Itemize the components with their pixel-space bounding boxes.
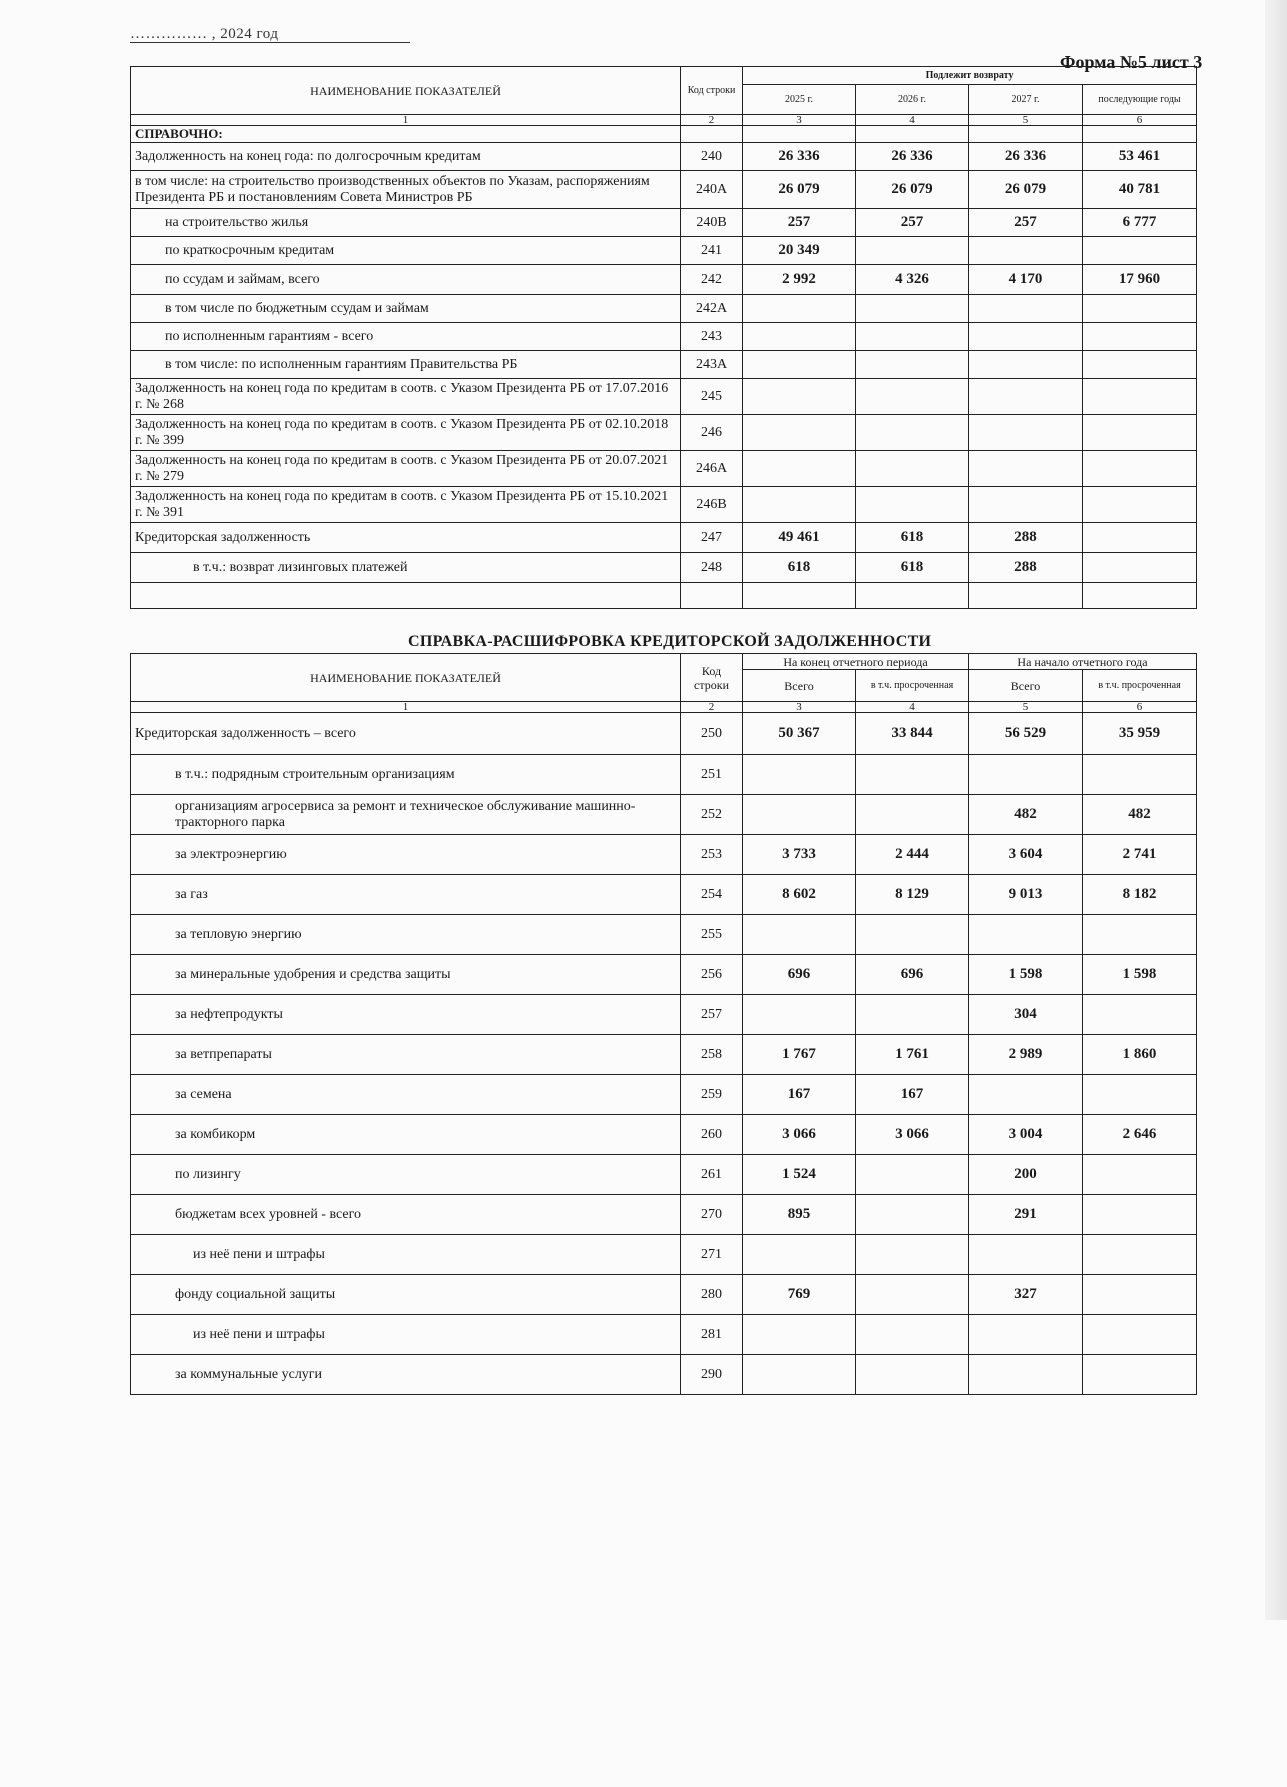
row-name: бюджетам всех уровней - всего bbox=[131, 1195, 681, 1235]
table-row bbox=[131, 1315, 1197, 1355]
row-value: 33 844 bbox=[856, 713, 969, 755]
row-value bbox=[1083, 487, 1197, 523]
row-value: 3 604 bbox=[969, 835, 1083, 875]
row-value bbox=[1083, 451, 1197, 487]
section-label: СПРАВОЧНО: bbox=[131, 126, 681, 143]
table-row bbox=[131, 835, 1197, 875]
row-name: в том числе по бюджетным ссудам и займам bbox=[131, 295, 681, 323]
row-value: 167 bbox=[856, 1075, 969, 1115]
blank-row bbox=[131, 583, 1197, 609]
table-row bbox=[131, 755, 1197, 795]
col-group-end-period: На конец отчетного периода bbox=[743, 654, 969, 670]
col-index: 3 bbox=[743, 115, 856, 126]
row-code: 253 bbox=[681, 835, 743, 875]
col-index: 1 bbox=[131, 115, 681, 126]
row-code: 251 bbox=[681, 755, 743, 795]
col-index: 5 bbox=[969, 702, 1083, 713]
row-value bbox=[856, 487, 969, 523]
row-code: 242А bbox=[681, 295, 743, 323]
row-value bbox=[856, 1315, 969, 1355]
row-name: Задолженность на конец года по кредитам в соотв. с Указом Президента РБ от 15.10.2021 г. № 391 bbox=[131, 487, 681, 523]
row-value: 257 bbox=[969, 209, 1083, 237]
table-row bbox=[131, 351, 1197, 379]
row-value: 26 079 bbox=[743, 171, 856, 209]
row-value bbox=[856, 1355, 969, 1395]
col-overdue-start: в т.ч. просроченная bbox=[1083, 670, 1197, 702]
row-value bbox=[743, 1315, 856, 1355]
row-code: 240В bbox=[681, 209, 743, 237]
row-value: 288 bbox=[969, 523, 1083, 553]
row-value: 50 367 bbox=[743, 713, 856, 755]
col-index: 1 bbox=[131, 702, 681, 713]
row-code: 290 bbox=[681, 1355, 743, 1395]
row-value: 482 bbox=[969, 795, 1083, 835]
row-code: 256 bbox=[681, 955, 743, 995]
row-code: 259 bbox=[681, 1075, 743, 1115]
table-row bbox=[131, 379, 1197, 415]
col-name-header: НАИМЕНОВАНИЕ ПОКАЗАТЕЛЕЙ bbox=[131, 67, 681, 115]
row-code: 242 bbox=[681, 265, 743, 295]
col-index: 4 bbox=[856, 115, 969, 126]
row-value: 327 bbox=[969, 1275, 1083, 1315]
table-row bbox=[131, 295, 1197, 323]
row-code: 243 bbox=[681, 323, 743, 351]
row-code: 240 bbox=[681, 143, 743, 171]
row-value bbox=[743, 915, 856, 955]
table-row bbox=[131, 1275, 1197, 1315]
row-code: 257 bbox=[681, 995, 743, 1035]
row-value bbox=[969, 755, 1083, 795]
row-value bbox=[1083, 1075, 1197, 1115]
row-code: 240А bbox=[681, 171, 743, 209]
row-value: 6 777 bbox=[1083, 209, 1197, 237]
row-value: 1 524 bbox=[743, 1155, 856, 1195]
row-code: 241 bbox=[681, 237, 743, 265]
row-value bbox=[1083, 915, 1197, 955]
row-name: по лизингу bbox=[131, 1155, 681, 1195]
header-underline bbox=[130, 42, 410, 43]
table-row bbox=[131, 875, 1197, 915]
row-value bbox=[1083, 1155, 1197, 1195]
col-index: 5 bbox=[969, 115, 1083, 126]
repayment-table bbox=[130, 66, 1197, 609]
table-row bbox=[131, 1355, 1197, 1395]
scan-edge-shadow bbox=[1265, 0, 1287, 1620]
col-total-end: Всего bbox=[743, 670, 856, 702]
row-value: 482 bbox=[1083, 795, 1197, 835]
row-value: 26 079 bbox=[856, 171, 969, 209]
row-name: Задолженность на конец года по кредитам в соотв. с Указом Президента РБ от 17.07.2016 г. № 268 bbox=[131, 379, 681, 415]
row-value: 49 461 bbox=[743, 523, 856, 553]
row-code: 271 bbox=[681, 1235, 743, 1275]
table-row bbox=[131, 1075, 1197, 1115]
row-value bbox=[743, 995, 856, 1035]
row-value bbox=[969, 1355, 1083, 1395]
row-value: 1 598 bbox=[969, 955, 1083, 995]
table-row bbox=[131, 713, 1197, 755]
row-value bbox=[856, 795, 969, 835]
row-value bbox=[743, 323, 856, 351]
row-value: 4 326 bbox=[856, 265, 969, 295]
column-index-row bbox=[131, 115, 1197, 126]
column-index-row bbox=[131, 702, 1197, 713]
table-row bbox=[131, 209, 1197, 237]
col-index: 2 bbox=[681, 702, 743, 713]
col-code-header: Код строки bbox=[681, 67, 743, 115]
row-value bbox=[856, 351, 969, 379]
col-code-header: Код строки bbox=[681, 654, 743, 702]
row-value: 618 bbox=[743, 553, 856, 583]
row-code: 248 bbox=[681, 553, 743, 583]
table-row bbox=[131, 553, 1197, 583]
row-name: Задолженность на конец года: по долгосрочным кредитам bbox=[131, 143, 681, 171]
row-value: 8 602 bbox=[743, 875, 856, 915]
row-code: 243А bbox=[681, 351, 743, 379]
row-value: 35 959 bbox=[1083, 713, 1197, 755]
row-value: 167 bbox=[743, 1075, 856, 1115]
row-code: 270 bbox=[681, 1195, 743, 1235]
row-value: 26 336 bbox=[969, 143, 1083, 171]
row-value bbox=[1083, 755, 1197, 795]
row-name: организациям агросервиса за ремонт и техническое обслуживание машинно-тракторного парка bbox=[131, 795, 681, 835]
col-index: 2 bbox=[681, 115, 743, 126]
row-value bbox=[1083, 379, 1197, 415]
row-value: 2 741 bbox=[1083, 835, 1197, 875]
col-year-2026: 2026 г. bbox=[856, 85, 969, 115]
table-row bbox=[131, 1155, 1197, 1195]
table-row bbox=[131, 487, 1197, 523]
col-index: 4 bbox=[856, 702, 969, 713]
row-code: 250 bbox=[681, 713, 743, 755]
row-value bbox=[743, 1235, 856, 1275]
row-value bbox=[1083, 237, 1197, 265]
row-value: 4 170 bbox=[969, 265, 1083, 295]
row-name: Задолженность на конец года по кредитам в соотв. с Указом Президента РБ от 20.07.2021 г. № 279 bbox=[131, 451, 681, 487]
col-year-2027: 2027 г. bbox=[969, 85, 1083, 115]
row-name: Задолженность на конец года по кредитам в соотв. с Указом Президента РБ от 02.10.2018 г. № 399 bbox=[131, 415, 681, 451]
table-row bbox=[131, 171, 1197, 209]
row-value: 8 182 bbox=[1083, 875, 1197, 915]
form-label: Форма №5 лист 3 bbox=[1060, 52, 1203, 72]
row-value: 696 bbox=[743, 955, 856, 995]
row-value bbox=[969, 487, 1083, 523]
row-code: 246В bbox=[681, 487, 743, 523]
row-value bbox=[743, 755, 856, 795]
col-overdue-end: в т.ч. просроченная bbox=[856, 670, 969, 702]
row-name: фонду социальной защиты bbox=[131, 1275, 681, 1315]
row-name: Кредиторская задолженность bbox=[131, 523, 681, 553]
row-code: 255 bbox=[681, 915, 743, 955]
row-value bbox=[1083, 415, 1197, 451]
table-row bbox=[131, 323, 1197, 351]
row-value: 696 bbox=[856, 955, 969, 995]
row-value: 53 461 bbox=[1083, 143, 1197, 171]
col-name-header: НАИМЕНОВАНИЕ ПОКАЗАТЕЛЕЙ bbox=[131, 654, 681, 702]
row-name: за семена bbox=[131, 1075, 681, 1115]
table-row bbox=[131, 1235, 1197, 1275]
row-name: за нефтепродукты bbox=[131, 995, 681, 1035]
row-value bbox=[1083, 995, 1197, 1035]
table-row bbox=[131, 1035, 1197, 1075]
row-name: по исполненным гарантиям - всего bbox=[131, 323, 681, 351]
table-row bbox=[131, 415, 1197, 451]
table-row bbox=[131, 1195, 1197, 1235]
row-name: за комбикорм bbox=[131, 1115, 681, 1155]
row-value: 1 761 bbox=[856, 1035, 969, 1075]
row-value: 26 079 bbox=[969, 171, 1083, 209]
table-row bbox=[131, 265, 1197, 295]
row-value: 3 066 bbox=[856, 1115, 969, 1155]
section2-title: СПРАВКА-РАСШИФРОВКА КРЕДИТОРСКОЙ ЗАДОЛЖЕННОСТИ bbox=[408, 633, 932, 650]
row-code: 246А bbox=[681, 451, 743, 487]
row-value bbox=[1083, 1315, 1197, 1355]
row-value: 257 bbox=[743, 209, 856, 237]
row-value: 200 bbox=[969, 1155, 1083, 1195]
row-code: 245 bbox=[681, 379, 743, 415]
row-value: 3 004 bbox=[969, 1115, 1083, 1155]
col-group-header: Подлежит возврату bbox=[743, 67, 1197, 85]
row-name: по ссудам и займам, всего bbox=[131, 265, 681, 295]
col-later-years: последующие годы bbox=[1083, 85, 1197, 115]
row-value: 56 529 bbox=[969, 713, 1083, 755]
row-value: 17 960 bbox=[1083, 265, 1197, 295]
row-value: 257 bbox=[856, 209, 969, 237]
row-value: 769 bbox=[743, 1275, 856, 1315]
row-value bbox=[743, 1355, 856, 1395]
table-row bbox=[131, 143, 1197, 171]
row-value: 1 767 bbox=[743, 1035, 856, 1075]
row-value: 618 bbox=[856, 553, 969, 583]
row-value bbox=[743, 487, 856, 523]
row-value: 288 bbox=[969, 553, 1083, 583]
row-name: за газ bbox=[131, 875, 681, 915]
row-name: на строительство жилья bbox=[131, 209, 681, 237]
row-code: 280 bbox=[681, 1275, 743, 1315]
row-value bbox=[856, 415, 969, 451]
row-code: 252 bbox=[681, 795, 743, 835]
row-value: 1 598 bbox=[1083, 955, 1197, 995]
row-value bbox=[1083, 553, 1197, 583]
row-value bbox=[743, 415, 856, 451]
row-code: 281 bbox=[681, 1315, 743, 1355]
row-code: 254 bbox=[681, 875, 743, 915]
row-value bbox=[969, 295, 1083, 323]
row-value: 1 860 bbox=[1083, 1035, 1197, 1075]
table-row bbox=[131, 237, 1197, 265]
row-value bbox=[1083, 295, 1197, 323]
table-row bbox=[131, 795, 1197, 835]
row-value bbox=[856, 755, 969, 795]
row-code: 261 bbox=[681, 1155, 743, 1195]
row-value bbox=[1083, 523, 1197, 553]
row-value bbox=[856, 323, 969, 351]
row-name: в т.ч.: возврат лизинговых платежей bbox=[131, 553, 681, 583]
col-total-start: Всего bbox=[969, 670, 1083, 702]
row-value bbox=[1083, 351, 1197, 379]
row-name: в т.ч.: подрядным строительным организациям bbox=[131, 755, 681, 795]
row-value bbox=[969, 379, 1083, 415]
row-value: 2 989 bbox=[969, 1035, 1083, 1075]
col-index: 3 bbox=[743, 702, 856, 713]
row-value bbox=[856, 1275, 969, 1315]
row-name: из неё пени и штрафы bbox=[131, 1235, 681, 1275]
table-row bbox=[131, 523, 1197, 553]
col-index: 6 bbox=[1083, 702, 1197, 713]
row-value: 2 992 bbox=[743, 265, 856, 295]
row-value: 20 349 bbox=[743, 237, 856, 265]
col-group-start-year: На начало отчетного года bbox=[969, 654, 1197, 670]
col-year-2025: 2025 г. bbox=[743, 85, 856, 115]
row-value bbox=[969, 351, 1083, 379]
row-value: 304 bbox=[969, 995, 1083, 1035]
row-value: 26 336 bbox=[856, 143, 969, 171]
row-value bbox=[856, 1195, 969, 1235]
row-value: 2 444 bbox=[856, 835, 969, 875]
row-value bbox=[856, 295, 969, 323]
row-value bbox=[743, 295, 856, 323]
row-name: в том числе: по исполненным гарантиям Правительства РБ bbox=[131, 351, 681, 379]
row-value bbox=[856, 237, 969, 265]
row-name: за тепловую энергию bbox=[131, 915, 681, 955]
row-value: 8 129 bbox=[856, 875, 969, 915]
row-value bbox=[969, 451, 1083, 487]
row-value bbox=[1083, 323, 1197, 351]
row-name: по краткосрочным кредитам bbox=[131, 237, 681, 265]
table-row bbox=[131, 955, 1197, 995]
row-value bbox=[856, 379, 969, 415]
table-row bbox=[131, 1115, 1197, 1155]
col-index: 6 bbox=[1083, 115, 1197, 126]
row-value bbox=[969, 1075, 1083, 1115]
creditor-debt-table bbox=[130, 653, 1197, 1395]
section-row bbox=[131, 126, 1197, 143]
row-value bbox=[1083, 1355, 1197, 1395]
row-name: за ветпрепараты bbox=[131, 1035, 681, 1075]
row-value bbox=[856, 995, 969, 1035]
row-value bbox=[743, 351, 856, 379]
row-name: в том числе: на строительство производственных объектов по Указам, распоряжениям Президента РБ и постановлениям Совета Министров РБ bbox=[131, 171, 681, 209]
row-value: 40 781 bbox=[1083, 171, 1197, 209]
row-value: 9 013 bbox=[969, 875, 1083, 915]
row-value bbox=[856, 1235, 969, 1275]
table-row bbox=[131, 915, 1197, 955]
row-value bbox=[969, 915, 1083, 955]
table-row bbox=[131, 451, 1197, 487]
row-value: 618 bbox=[856, 523, 969, 553]
row-value: 895 bbox=[743, 1195, 856, 1235]
row-code: 258 bbox=[681, 1035, 743, 1075]
row-value bbox=[969, 1315, 1083, 1355]
row-name: из неё пени и штрафы bbox=[131, 1315, 681, 1355]
row-value bbox=[969, 415, 1083, 451]
row-value bbox=[743, 451, 856, 487]
row-name: за коммунальные услуги bbox=[131, 1355, 681, 1395]
row-value bbox=[1083, 1235, 1197, 1275]
row-name: Кредиторская задолженность – всего bbox=[131, 713, 681, 755]
row-value: 291 bbox=[969, 1195, 1083, 1235]
row-value bbox=[1083, 1195, 1197, 1235]
row-value bbox=[969, 323, 1083, 351]
row-value bbox=[743, 379, 856, 415]
row-value bbox=[856, 451, 969, 487]
row-value: 2 646 bbox=[1083, 1115, 1197, 1155]
row-value bbox=[743, 795, 856, 835]
row-code: 247 bbox=[681, 523, 743, 553]
row-value bbox=[856, 1155, 969, 1195]
table-row bbox=[131, 995, 1197, 1035]
row-value bbox=[856, 915, 969, 955]
row-value bbox=[1083, 1275, 1197, 1315]
report-period-header: …………… , 2024 год bbox=[130, 26, 279, 42]
row-code: 246 bbox=[681, 415, 743, 451]
row-value bbox=[969, 237, 1083, 265]
row-code: 260 bbox=[681, 1115, 743, 1155]
row-name: за минеральные удобрения и средства защиты bbox=[131, 955, 681, 995]
row-name: за электроэнергию bbox=[131, 835, 681, 875]
row-value: 3 066 bbox=[743, 1115, 856, 1155]
row-value: 3 733 bbox=[743, 835, 856, 875]
row-value: 26 336 bbox=[743, 143, 856, 171]
row-value bbox=[969, 1235, 1083, 1275]
